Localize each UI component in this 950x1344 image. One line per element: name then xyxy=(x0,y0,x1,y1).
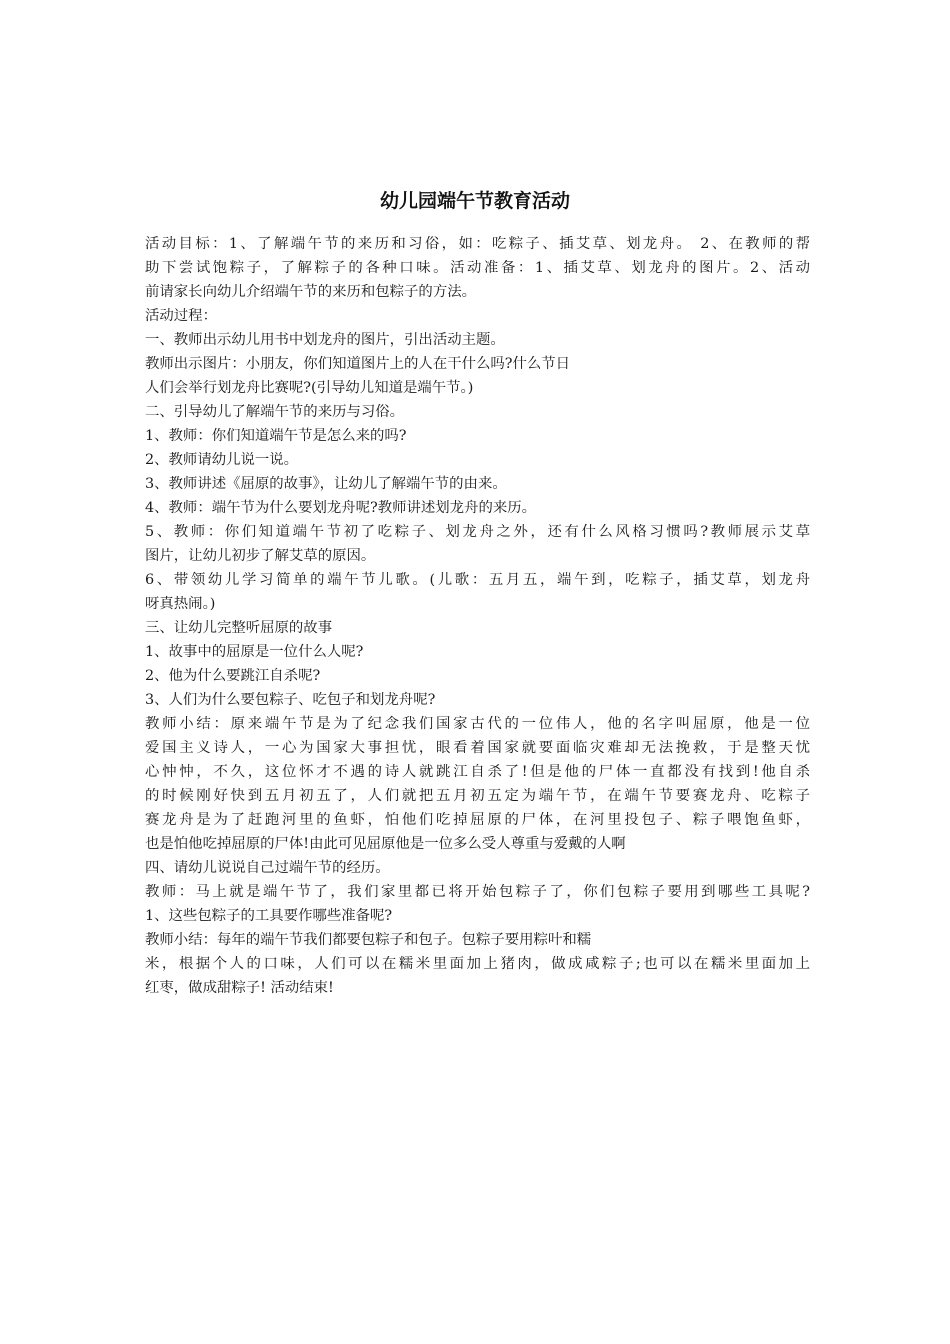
text-line: 1、教师：你们知道端午节是怎么来的吗? xyxy=(145,428,407,444)
text-line: 四、请幼儿说说自己过端午节的经历。 xyxy=(145,860,390,876)
text-line: 三、让幼儿完整听屈原的故事 xyxy=(145,620,333,636)
text-line: 4、教师：端午节为什么要划龙舟呢?教师讲述划龙舟的来历。 xyxy=(145,500,537,516)
text-line: 教师小结：每年的端午节我们都要包粽子和包子。包粽子要用粽叶和糯 xyxy=(145,932,592,948)
text-line: 1、这些包粽子的工具要作哪些准备呢? xyxy=(145,908,393,924)
text-line: 1、故事中的屈原是一位什么人呢? xyxy=(145,644,364,660)
text-line: 心忡忡，不久，这位怀才不遇的诗人就跳江自杀了!但是他的尸体一直都没有找到!他自杀 xyxy=(145,764,810,780)
text-line: 图片，让幼儿初步了解艾草的原因。 xyxy=(145,548,376,564)
text-line: 一、教师出示幼儿用书中划龙舟的图片，引出活动主题。 xyxy=(145,332,505,348)
text-line: 也是怕他吃掉屈原的尸体!由此可见屈原他是一位多么受人尊重与爱戴的人啊 xyxy=(145,836,626,852)
text-line: 呀真热闹。) xyxy=(145,596,216,612)
text-line: 5、教师：你们知道端午节初了吃粽子、划龙舟之外，还有什么风格习惯吗?教师展示艾草 xyxy=(145,524,810,540)
text-line: 红枣，做成甜粽子! 活动结束! xyxy=(145,980,334,996)
text-line: 二、引导幼儿了解端午节的来历与习俗。 xyxy=(145,404,405,420)
text-line: 2、他为什么要跳江自杀呢? xyxy=(145,668,321,684)
text-line: 教师：马上就是端午节了，我们家里都已将开始包粽子了，你们包粽子要用到哪些工具呢? xyxy=(145,884,810,900)
document-body xyxy=(145,232,810,1000)
text-line: 活动目标：1、了解端午节的来历和习俗，如：吃粽子、插艾草、划龙舟。 2、在教师的帮 xyxy=(145,236,810,252)
text-line: 赛龙舟是为了赶跑河里的鱼虾，怕他们吃掉屈原的尸体，在河里投包子、粽子喂饱鱼虾， xyxy=(145,812,810,828)
text-line: 3、人们为什么要包粽子、吃包子和划龙舟呢? xyxy=(145,692,436,708)
text-line: 3、教师讲述《屈原的故事》，让幼儿了解端午节的由来。 xyxy=(145,476,507,492)
text-line: 6、带领幼儿学习简单的端午节儿歌。(儿歌：五月五，端午到，吃粽子，插艾草，划龙舟 xyxy=(145,572,810,588)
page-title: 幼儿园端午节教育活动 xyxy=(379,190,570,212)
text-line: 米，根据个人的口味，人们可以在糯米里面加上猪肉，做成咸粽子;也可以在糯米里面加上 xyxy=(145,956,810,972)
text-line: 活动过程： xyxy=(145,308,217,324)
text-line: 教师出示图片：小朋友，你们知道图片上的人在干什么吗?什么节日 xyxy=(145,356,571,372)
text-line: 人们会举行划龙舟比赛呢?(引导幼儿知道是端午节。) xyxy=(145,380,474,396)
text-line: 的时候刚好快到五月初五了，人们就把五月初五定为端午节，在端午节要赛龙舟、吃粽子 xyxy=(145,788,810,804)
text-line: 爱国主义诗人，一心为国家大事担忧，眼看着国家就要面临灾难却无法挽救，于是整天忧 xyxy=(145,740,810,756)
text-line: 助下尝试饱粽子，了解粽子的各种口味。活动准备：1、插艾草、划龙舟的图片。2、活动 xyxy=(145,260,810,276)
text-line: 前请家长向幼儿介绍端午节的来历和包粽子的方法。 xyxy=(145,284,476,300)
text-line: 教师小结：原来端午节是为了纪念我们国家古代的一位伟人，他的名字叫屈原，他是一位 xyxy=(145,716,810,732)
text-line: 2、教师请幼儿说一说。 xyxy=(145,452,299,468)
